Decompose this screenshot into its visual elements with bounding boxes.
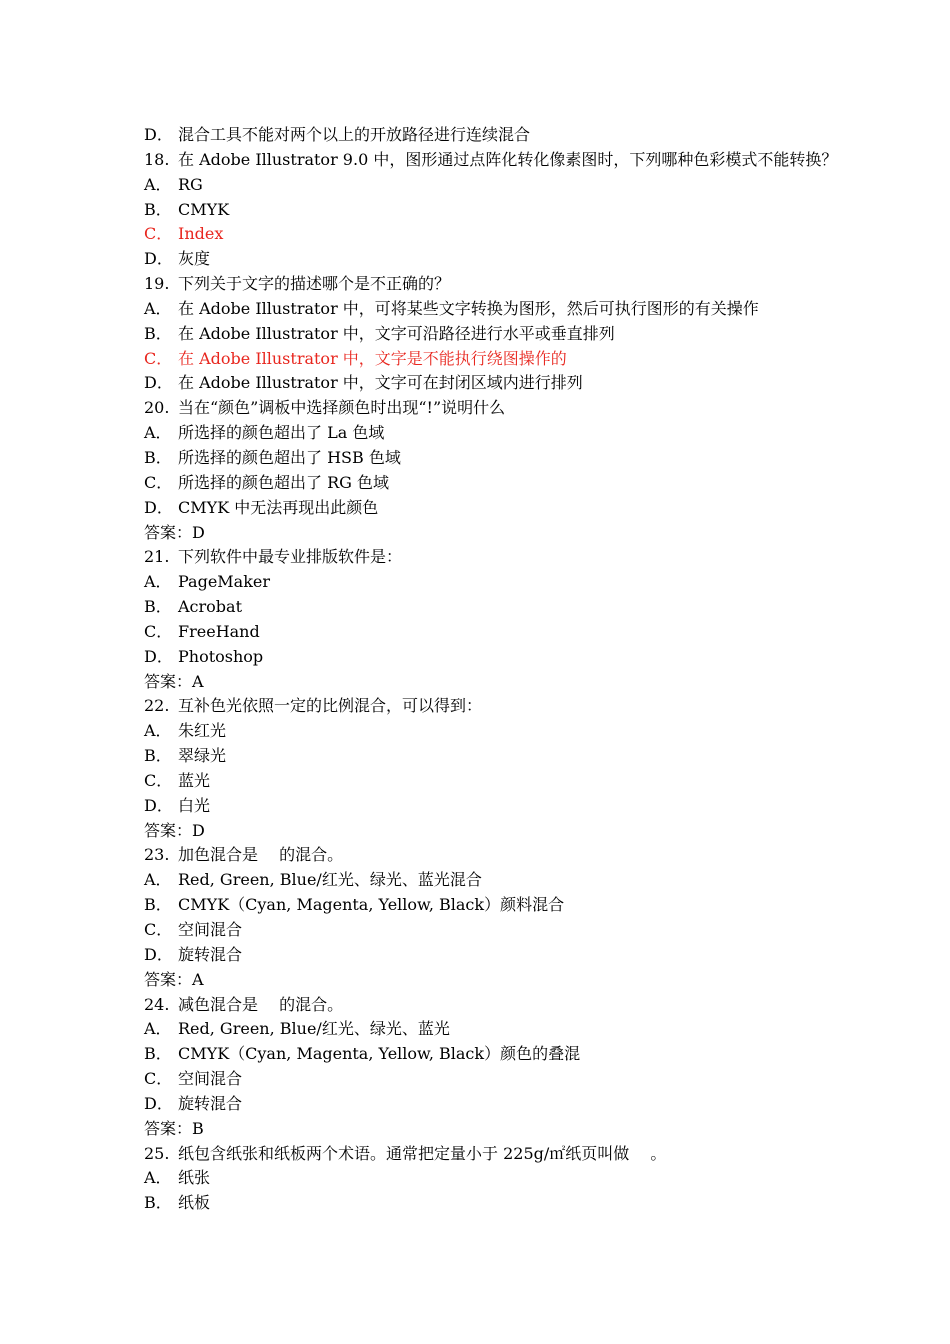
line-text: 答案：B [144, 1118, 204, 1138]
line-label: 19. [144, 274, 170, 294]
document-line [144, 396, 844, 421]
document-body [144, 123, 844, 1216]
line-text: 当在“颜色”调板中选择颜色时出现“!”说明什么 [178, 398, 506, 418]
line-label: 21. [144, 547, 170, 567]
document-line [144, 570, 844, 595]
document-line [144, 322, 844, 347]
line-label: B． [144, 1044, 172, 1064]
document-line [144, 868, 844, 893]
line-label: C． [144, 1069, 173, 1089]
document-line [144, 496, 844, 521]
document-line [144, 173, 844, 198]
line-label: D． [144, 944, 173, 964]
line-text: 灰度 [178, 249, 211, 269]
document-line [144, 1142, 844, 1167]
document-line [144, 1042, 844, 1067]
line-text: 互补色光依照一定的比例混合，可以得到： [178, 696, 483, 716]
line-text: 所选择的颜色超出了 HSB 色域 [178, 447, 401, 467]
line-text: Acrobat [178, 597, 243, 617]
line-label: B． [144, 323, 172, 343]
line-text: 翠绿光 [178, 746, 227, 766]
line-label: C． [144, 224, 173, 244]
line-text: FreeHand [178, 621, 260, 641]
line-label: B． [144, 199, 172, 219]
line-label: 24. [144, 994, 170, 1014]
line-text: 旋转混合 [178, 1093, 243, 1113]
answer-line [144, 670, 844, 695]
line-text: 答案：A [144, 969, 204, 989]
line-label: 18. [144, 149, 170, 169]
line-label: B． [144, 597, 172, 617]
line-label: D． [144, 497, 173, 517]
line-text: PageMaker [178, 572, 271, 592]
line-label: A． [144, 298, 172, 318]
document-line [144, 1067, 844, 1092]
document-line [144, 123, 844, 148]
line-label: 23. [144, 845, 170, 865]
document-line [144, 198, 844, 223]
line-text: 减色混合是 的混合。 [178, 994, 344, 1014]
answer-line [144, 968, 844, 993]
line-text: 下列关于文字的描述哪个是不正确的？ [178, 274, 451, 294]
line-label: C． [144, 348, 173, 368]
line-text: 在 Adobe Illustrator 9.0 中，图形通过点阵化转化像素图时，下列哪种色彩模式不能转换？ [178, 149, 838, 169]
document-line [144, 744, 844, 769]
line-label: B． [144, 1193, 172, 1213]
document-line [144, 347, 844, 372]
line-text: 加色混合是 的混合。 [178, 845, 344, 865]
line-label: 25. [144, 1143, 170, 1163]
document-line [144, 1092, 844, 1117]
line-label: A． [144, 423, 172, 443]
line-label: A． [144, 572, 172, 592]
document-line [144, 918, 844, 943]
line-label: C． [144, 621, 173, 641]
line-label: A． [144, 1019, 172, 1039]
document-line [144, 247, 844, 272]
line-text: 答案：D [144, 820, 205, 840]
answer-line [144, 1117, 844, 1142]
line-label: A． [144, 1168, 172, 1188]
line-label: 20. [144, 398, 170, 418]
line-text: 白光 [178, 795, 211, 815]
line-text: 朱红光 [178, 721, 227, 741]
line-text: CMYK [178, 199, 230, 219]
line-text: 答案：D [144, 522, 205, 542]
line-text: 所选择的颜色超出了 RG 色域 [178, 472, 390, 492]
answer-line [144, 819, 844, 844]
line-text: 空间混合 [178, 1069, 243, 1089]
document-line [144, 993, 844, 1018]
line-text: Red, Green, Blue/红光、绿光、蓝光 [178, 1019, 450, 1039]
line-text: 所选择的颜色超出了 La 色域 [178, 423, 385, 443]
line-label: C． [144, 920, 173, 939]
line-label: C． [144, 472, 173, 492]
line-text: 在 Adobe Illustrator 中，文字是不能执行绕图操作的 [178, 348, 567, 368]
line-text: 蓝光 [178, 770, 211, 790]
document-line [144, 272, 844, 297]
line-text: 纸包含纸张和纸板两个术语。通常把定量小于 225g/㎡纸页叫做 。 [178, 1143, 667, 1163]
line-text: CMYK 中无法再现出此颜色 [178, 497, 379, 517]
line-label: A． [144, 721, 172, 741]
line-label: A． [144, 174, 172, 194]
document-line [144, 719, 844, 744]
document-line [144, 148, 844, 173]
line-text: Index [178, 224, 224, 244]
document-line [144, 694, 844, 719]
line-text: 纸张 [178, 1168, 211, 1188]
line-text: 下列软件中最专业排版软件是： [178, 547, 403, 567]
line-text: 在 Adobe Illustrator 中，可将某些文字转换为图形，然后可执行图形的有关操作 [178, 298, 759, 318]
document-line [144, 297, 844, 322]
document-line [144, 471, 844, 496]
line-text: Photoshop [178, 646, 264, 666]
line-text: 在 Adobe Illustrator 中，文字可在封闭区域内进行排列 [178, 373, 583, 393]
line-label: D． [144, 795, 173, 815]
document-line [144, 943, 844, 968]
line-text: 在 Adobe Illustrator 中，文字可沿路径进行水平或垂直排列 [178, 323, 615, 343]
line-text: RG [178, 174, 203, 194]
document-line [144, 446, 844, 471]
line-label: B． [144, 895, 172, 915]
line-text: 纸板 [178, 1193, 211, 1213]
document-line [144, 843, 844, 868]
line-label: D． [144, 373, 173, 393]
document-line [144, 1017, 844, 1042]
document-line [144, 794, 844, 819]
line-text: 答案：A [144, 671, 204, 691]
line-label: B． [144, 746, 172, 766]
document-line [144, 893, 844, 918]
line-label: D． [144, 1093, 173, 1113]
line-text: 混合工具不能对两个以上的开放路径进行连续混合 [178, 125, 531, 144]
line-text: CMYK（Cyan, Magenta, Yellow, Black）颜色的叠混 [178, 1044, 581, 1064]
document-line [144, 645, 844, 670]
document-line [144, 371, 844, 396]
line-label: B． [144, 447, 172, 467]
document-line [144, 769, 844, 794]
line-label: A． [144, 870, 172, 890]
line-label: D． [144, 249, 173, 269]
line-text: Red, Green, Blue/红光、绿光、蓝光混合 [178, 870, 482, 890]
document-line [144, 595, 844, 620]
answer-line [144, 521, 844, 546]
line-label: 22. [144, 696, 170, 716]
line-text: 旋转混合 [178, 944, 243, 964]
document-line [144, 620, 844, 645]
line-label: C． [144, 770, 173, 790]
line-label: D． [144, 125, 173, 144]
line-text: CMYK（Cyan, Magenta, Yellow, Black）颜料混合 [178, 895, 565, 915]
document-line [144, 421, 844, 446]
document-line [144, 1166, 844, 1191]
line-text: 空间混合 [178, 920, 243, 939]
line-label: D． [144, 646, 173, 666]
document-line [144, 1191, 844, 1216]
document-line [144, 222, 844, 247]
document-line [144, 545, 844, 570]
